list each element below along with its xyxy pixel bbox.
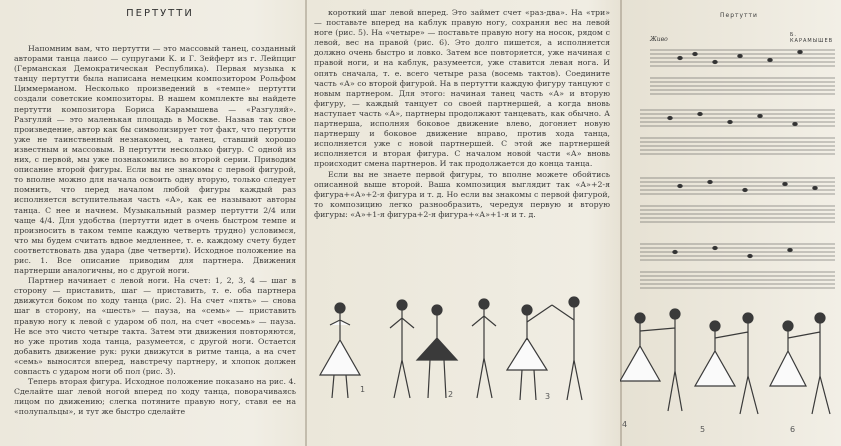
paragraph: Теперь вторая фигура. Исходное положение показано на рис. 4. Сделайте шаг левой ногой вперед по ходу танца, поворачиваясь лицом по движению; слегка потяните правую ногу, ставя ее на «полупальцы», и тут же быстро сделайте — [14, 377, 296, 417]
figure-label-3: 3 — [545, 392, 551, 401]
left-text-column — [14, 44, 296, 444]
dance-illustration-4-6 — [620, 296, 841, 426]
dancer-couple-1 — [320, 300, 414, 398]
page-fold-left — [305, 0, 307, 446]
paragraph: Если вы не знаете первой фигуры, то вполне можете обойтись описанной выше второй. Ваша композиция выглядит так «А»+2-я фигура+«А»+2-я фигура и т. д. Но если вы знакомы с первой фигурой, то композицию легко разнообразить, чередуя первую и вторую фигуры: «А»+1-я фигура+2-я фигура+«А»+1-я и т. д. — [314, 169, 610, 219]
staff-system-3 — [640, 178, 835, 222]
dancer-couple-5 — [695, 313, 758, 414]
paragraph: Напомним вам, что пертутти — это массовый танец, созданный авторами танца лаисо — супругами К. и Г. Зейферт из г. Лейпциг (Германская Демократическая Республика). Первая музыка к танцу пертутти была написана немецким композитором Рольфом Циммерманом. Несколько произведений в «темпе» пертутти создали советские композиторы. В нашем комплекте вы найдете пертутти композитора Бориса Карамышева — «Разгуляй». Разгуляй — это маленькая площадь в Москве. Назвав так свое произведение, автор как бы символизирует тот факт, что пертутти уже не таинственный незнакомец, а танец, ставший хорошо известным и массовым. В пертутти несколько фигур. С одной из них, с первой, мы уже познакомились во второй серии. Приводим описание второй фигуры. Если вы не знакомы с первой фигурой, то вполне можно для начала освоить одну вторую, только следует помнить, что перед началом любой фигуры каждый раз исполняется вступительная часть «А», как ее называют авторы танца. С нее и начнем. Музыкальный размер пертутти 2/4 или чаще 4/4. Для удобства (пертутти идет в очень быстром темпе и произносить в таком темпе каждую четверть трудно) условимся, что мы будем считать вдвое медленнее, т. е. каждому счету будет соответствовать два удара (две четверти). Исходное положение на рис. 1. Все описание приводим для партнера. Движения партнерши аналогичны, но с другой ноги. — [14, 44, 296, 276]
middle-text-column — [314, 8, 610, 270]
dancer-couple-3 — [507, 297, 582, 400]
paragraph: короткий шаг левой вперед. Это займет счет «раз-два». На «три» — поставьте вперед на каблук правую ногу, сохраняя вес на левой ноге (рис. 5). На «четыре» — поставьте правую ногу на носок, рядом с левой, вес на правой (рис. 6). Это долго пишется, а исполняется должно очень быстро и ловко. Затем все повторяется, уже начиная с правой ноги, и на каблук, разумеется, уже ставится левая нога. И опять сначала, т. е. всего четыре раза (восемь тактов). Соедините часть «А» со второй фигурой. На в пертутти каждую фигуру танцуют с новым партнером. Для этого: начиная танец часть «А» и вторую фигуру, — каждый танцует со своей партнершей, а когда вновь наступает часть «А», партнеры продолжают танцевать, как обычно. А партнерша, исполняя боковое движение влево, догоняет новую партнершу и боковое движение вправо, против хода танца, исполняется уже с новой партнершей. С этой же партнершей исполняется и вторая фигура. С началом новой части «А» вновь происходит смена партнеров. И так продолжается до конца танца. — [314, 8, 610, 169]
figure-label-2: 2 — [448, 390, 454, 399]
music-title: Пертутти — [720, 12, 758, 19]
figure-label-5: 5 — [700, 425, 706, 434]
dancer-couple-2 — [417, 299, 496, 398]
tempo-marking: Живо — [650, 36, 668, 43]
figure-label-1: 1 — [360, 385, 366, 394]
music-staves — [620, 38, 841, 308]
staff-system-4 — [640, 244, 835, 288]
music-composer: Б. КАРАМЫШЕВ — [790, 32, 834, 44]
figure-label-4: 4 — [622, 420, 628, 429]
dance-illustration-1-3 — [312, 280, 612, 430]
sheet-music-page — [620, 6, 841, 446]
figure-label-6: 6 — [790, 425, 796, 434]
page-title: ПЕРТУТТИ — [126, 8, 194, 19]
dancer-couple-4 — [620, 309, 682, 411]
dancer-couple-6 — [770, 313, 830, 414]
paragraph: Партнер начинает с левой ноги. На счет: 1, 2, 3, 4 — шаг в сторону — приставить, шаг — приставить, т. е. оба партнера движутся боком по ходу танца (рис. 2). На счет «пять» — снова шаг в сторону, на «шесть» — пауза, на «семь» — приставить правую ногу к левой с ударом об пол, на счет «восемь» — пауза. Не все это чисто четыре такта. Затем эти движения повторяются, но уже против хода танца, разумеется, с другой ноги. Остается добавить движение рук: руки движутся в ритме танца, а на счет «семь» выносятся вперед, навстречу партнеру, и хлопок должен совпасть с ударом ноги об пол (рис. 3). — [14, 276, 296, 376]
